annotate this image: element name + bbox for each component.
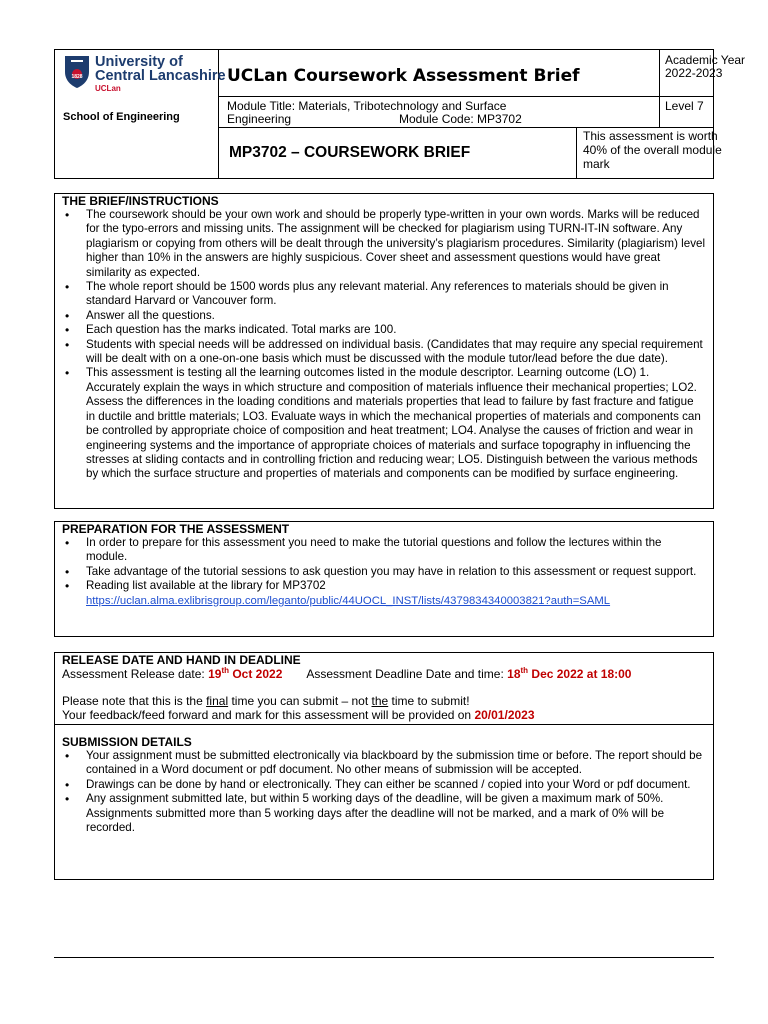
- note-part: time you can submit – not: [228, 694, 372, 708]
- reading-list-text: Reading list available at the library for MP3702: [86, 579, 326, 593]
- deadline-date: Dec 2022 at 18:00: [528, 667, 632, 681]
- level-cell: [660, 97, 713, 128]
- preparation-heading: PREPARATION FOR THE ASSESSMENT: [62, 522, 290, 536]
- uclan-tag: UCLan: [95, 84, 121, 93]
- list-item: • Students with special needs will be addressed on individual basis. (Candidates that may require any special requirement will be dealt with on a one-on-one basis which must be discussed with the module tutor/lead before the due date).: [62, 338, 705, 367]
- academic-year-value: 2022-2023: [665, 66, 723, 80]
- list-item: [62, 579, 705, 608]
- release-block: [55, 653, 713, 725]
- deadline-sup: th: [520, 666, 529, 675]
- worth-cell: [577, 128, 722, 178]
- list-item: • Answer all the questions.: [62, 309, 705, 323]
- release-sup: th: [221, 666, 229, 675]
- preparation-section: [54, 521, 714, 637]
- brief-section: [54, 193, 714, 509]
- list-item: • This assessment is testing all the learning outcomes listed in the module descriptor. Learning outcome (LO) 1. Accurately explain the ways in which structure and composition of materials influence their mechanical properties; LO2. Assess the differences in the loading conditions and materials properties that lead to failure by fast fracture and fatigue in ductile and brittle materials; LO3. Evaluate ways in which the mechanical properties of materials and components can be controlled by appropriate choice of composition and heat treatment; LO4. Analyse the causes of friction and wear in engineering systems and the importance of appropriate choices of materials and surface topography in influencing the stresses at sliding contacts and in controlling friction and reducing wear; LO5. Distinguish between the various methods by which the surface structure and properties of materials and components can be modified by surface engineering.: [62, 366, 705, 481]
- list-item: • Your assignment must be submitted electronically via blackboard by the submission time or before. The report should be contained in a Word document or pdf document. No other means of submission will be accepted.: [62, 749, 705, 778]
- final-note: [62, 694, 705, 708]
- module-code: Module Code: MP3702: [399, 112, 522, 126]
- level-value: Level 7: [665, 99, 704, 113]
- preparation-list: [62, 536, 705, 608]
- release-day: 19: [208, 667, 222, 681]
- list-item: • Each question has the marks indicated. Total marks are 100.: [62, 323, 705, 337]
- list-item: • The whole report should be 1500 words plus any relevant material. Any references to materials should be given in standard Harvard or Vancouver form.: [62, 280, 705, 309]
- worth-line2: 40% of the overall module: [583, 143, 722, 157]
- uclan-crest-icon: [63, 54, 91, 90]
- module-cell: [219, 97, 660, 128]
- submission-heading: SUBMISSION DETAILS: [62, 735, 192, 749]
- feedback-text: Your feedback/feed forward and mark for this assessment will be provided on: [62, 708, 475, 722]
- feedback-date: 20/01/2023: [474, 708, 535, 722]
- deadline-label: Assessment Deadline Date and time:: [306, 667, 508, 681]
- deadline-day: 18: [507, 667, 521, 681]
- brief-list: [62, 208, 705, 482]
- module-title-line1: Module Title: Materials, Tribotechnology and Surface: [227, 99, 507, 113]
- university-name-line1: University of: [95, 54, 183, 70]
- list-item: • In order to prepare for this assessment you need to make the tutorial questions and follow the lectures within the module.: [62, 536, 705, 565]
- submission-block: [55, 736, 713, 835]
- reading-list-link[interactable]: https://uclan.alma.exlibrisgroup.com/leganto/public/44UOCL_INST/lists/4379834340003821?auth=SAML: [86, 594, 611, 607]
- title-cell: [219, 50, 660, 97]
- academic-year-label: Academic Year: [665, 53, 746, 67]
- feedback-line: [62, 708, 705, 722]
- header-table: [54, 49, 746, 179]
- list-item: • The coursework should be your own work and should be properly type-written in your own words. Marks will be reduced for the typo-errors and missing units. The assignment will be checked for plagiarism using TURN-IT-IN software. Any plagiarism or copying from others will be dealt through the university’s plagiarism procedures. Similarity (plagiarism) level higher than 10% in the answers are highly suspicious. Cover sheet and assessment questions would have great similarity as expected.: [62, 208, 705, 280]
- worth-line3: mark: [583, 157, 610, 171]
- school-name: School of Engineering: [63, 111, 180, 123]
- footer-rule: [54, 957, 714, 958]
- release-label: Assessment Release date:: [62, 667, 209, 681]
- submission-list: [62, 749, 705, 835]
- list-item: • Take advantage of the tutorial sessions to ask question you may have in relation to this assessment or request support.: [62, 565, 705, 579]
- list-item: • Any assignment submitted late, but within 5 working days of the deadline, will be given a maximum mark of 50%. Assignments submitted more than 5 working days after the deadline will not be marked, and a mark of 0% will be recorded.: [62, 792, 705, 835]
- module-title-line2: Engineering: [227, 112, 292, 126]
- release-heading: RELEASE DATE AND HAND IN DEADLINE: [62, 653, 301, 667]
- page-title: UCLan Coursework Assessment Brief: [227, 66, 580, 86]
- release-dates-line: [62, 667, 705, 681]
- note-part: Please note that this is the: [62, 694, 207, 708]
- note-part: time to submit!: [388, 694, 470, 708]
- crest-year: 1828: [71, 74, 83, 80]
- note-final: final: [206, 694, 229, 708]
- list-item: • Drawings can be done by hand or electronically. They can either be scanned / copied into your Word or pdf document.: [62, 778, 705, 792]
- brief-title: MP3702 – COURSEWORK BRIEF: [229, 144, 471, 161]
- release-submission-section: [54, 652, 714, 880]
- brief-title-cell: [219, 128, 577, 178]
- academic-year-cell: [660, 50, 746, 97]
- logo-cell: [55, 50, 226, 178]
- worth-line1: This assessment is worth: [583, 129, 718, 143]
- brief-heading: THE BRIEF/INSTRUCTIONS: [62, 194, 219, 208]
- release-date: Oct 2022: [229, 667, 283, 681]
- note-the: the: [371, 694, 389, 708]
- university-name-line2: Central Lancashire: [95, 68, 226, 84]
